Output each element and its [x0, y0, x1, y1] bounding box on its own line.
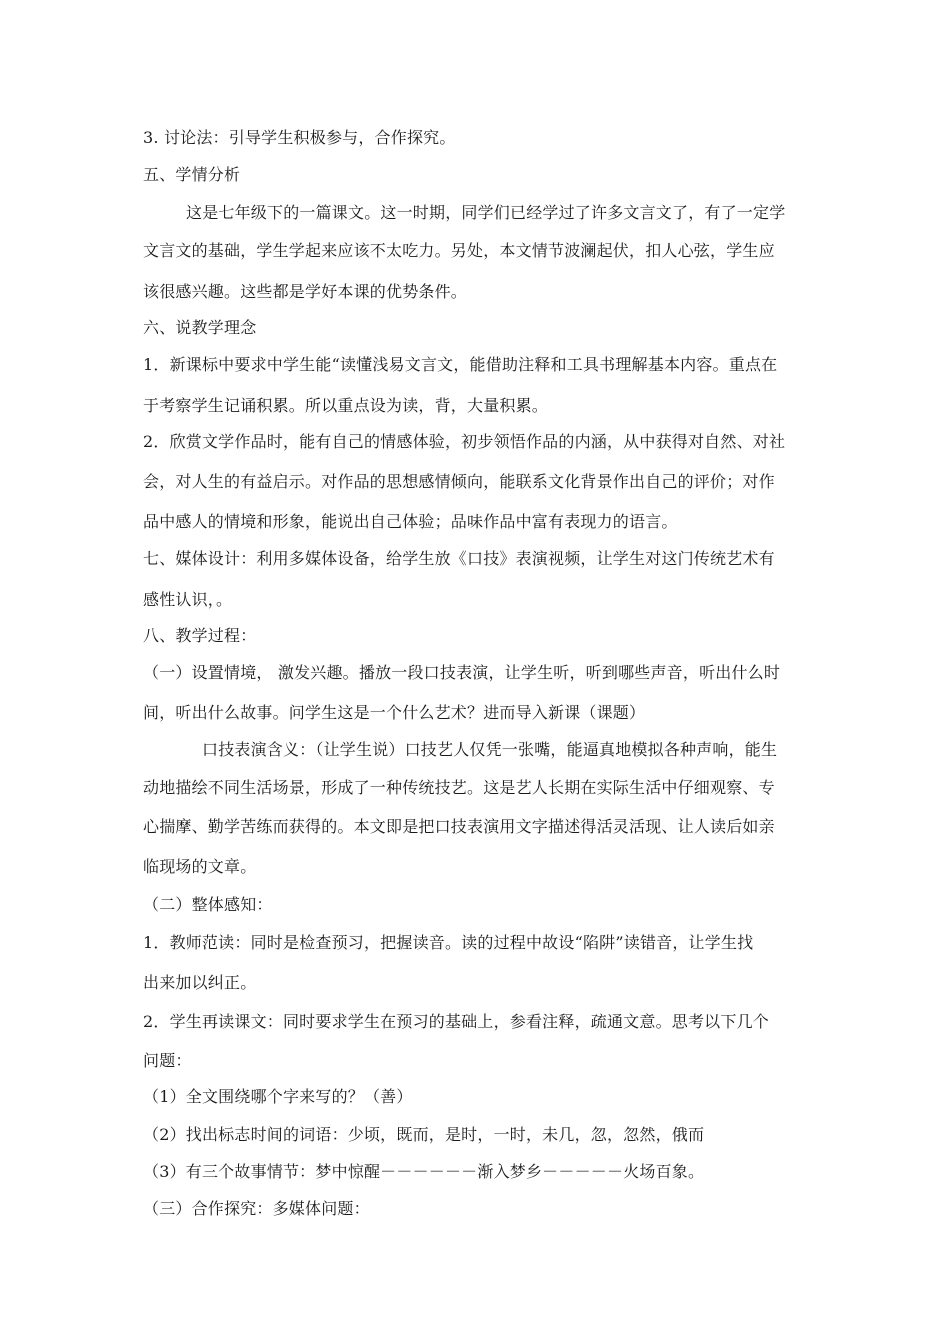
text-line: 心揣摩、勤学苦练而获得的。本文即是把口技表演用文字描述得活灵活现、让人读后如亲 [143, 817, 775, 836]
text-line: 感性认识，。 [143, 590, 233, 609]
text-line: 3. 讨论法：引导学生积极参与，合作探究。 [143, 128, 456, 147]
text-line: 问题： [143, 1051, 192, 1070]
text-line: 品中感人的情境和形象，能说出自己体验；品味作品中富有表现力的语言。 [143, 512, 678, 531]
section-heading: 六、说教学理念 [143, 318, 257, 337]
text-line: 临现场的文章。 [143, 857, 257, 876]
text-line: 1．教师范读：同时是检查预习，把握读音。读的过程中故设“陷阱”读错音，让学生找 [143, 933, 754, 952]
text-line: 间，听出什么故事。问学生这是一个什么艺术？进而导入新课（课题） [143, 703, 646, 722]
list-item: （2）找出标志时间的词语：少顷，既而，是时，一时，未几，忽，忽然，俄而 [143, 1125, 705, 1144]
subsection-heading: （三）合作探究：多媒体问题： [143, 1199, 370, 1218]
text-line: 2．学生再读课文：同时要求学生在预习的基础上，参看注释，疏通文意。思考以下几个 [143, 1012, 769, 1031]
list-item: （1）全文围绕哪个字来写的？（善） [143, 1087, 413, 1106]
text-line: 该很感兴趣。这些都是学好本课的优势条件。 [143, 282, 468, 301]
text-line: 出来加以纠正。 [143, 973, 257, 992]
text-line: 会，对人生的有益启示。对作品的思想感情倾向，能联系文化背景作出自己的评价；对作 [143, 472, 775, 491]
text-line: 口技表演含义：（让学生说）口技艺人仅凭一张嘴，能逼真地模拟各种声响，能生 [202, 740, 778, 759]
text-line: 文言文的基础，学生学起来应该不太吃力。另处，本文情节波澜起伏，扣人心弦，学生应 [143, 241, 775, 260]
text-line: 2．欣赏文学作品时，能有自己的情感体验，初步领悟作品的内涵，从中获得对自然、对社 [143, 432, 786, 451]
text-line: 动地描绘不同生活场景，形成了一种传统技艺。这是艺人长期在实际生活中仔细观察、专 [143, 778, 775, 797]
list-item: （3）有三个故事情节：梦中惊醒－－－－－－渐入梦乡－－－－－火场百象。 [143, 1162, 705, 1181]
text-line: 1．新课标中要求中学生能“读懂浅易文言文，能借助注释和工具书理解基本内容。重点在 [143, 355, 778, 374]
text-line: （一）设置情境， 激发兴趣。播放一段口技表演，让学生听，听到哪些声音，听出什么时 [143, 663, 781, 682]
section-heading: 八、教学过程： [143, 626, 257, 645]
section-heading: 七、媒体设计：利用多媒体设备，给学生放《口技》表演视频，让学生对这门传统艺术有 [143, 549, 775, 568]
text-line: 于考察学生记诵积累。所以重点设为读，背，大量积累。 [143, 396, 549, 415]
section-heading: 五、学情分析 [143, 165, 241, 184]
subsection-heading: （二）整体感知： [143, 895, 273, 914]
text-line: 这是七年级下的一篇课文。这一时期，同学们已经学过了许多文言文了，有了一定学 [186, 203, 786, 222]
